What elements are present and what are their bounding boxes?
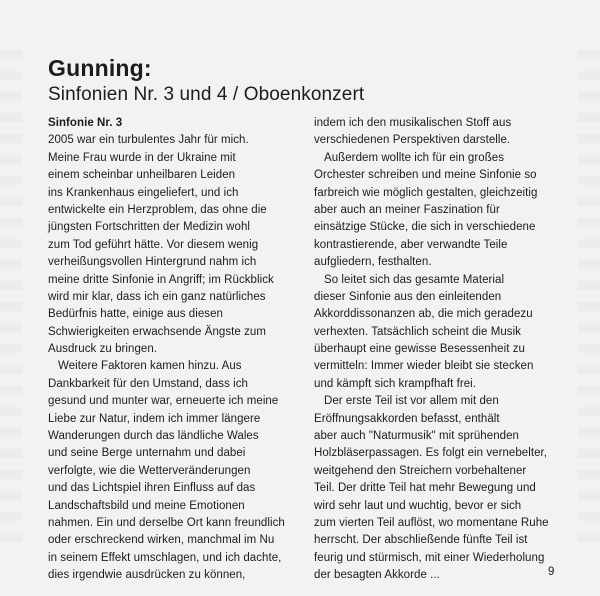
text-line: Dankbarkeit für den Umstand, dass ich xyxy=(48,377,248,390)
page-subtitle: Sinfonien Nr. 3 und 4 / Oboenkonzert xyxy=(48,84,365,105)
text-line: entwickelte ein Herzproblem, das ohne die xyxy=(48,203,267,216)
text-line: oder erschreckend wirken, manchmal im Nu xyxy=(48,534,275,547)
text-line: feurig und stürmisch, mit einer Wiederholung xyxy=(314,551,545,564)
text-line: kontrastierende, aber verwandte Teile xyxy=(314,238,508,251)
bleed-through-text-left xyxy=(0,50,22,550)
text-line: Eröffnungsakkorden befasst, enthält xyxy=(314,412,500,425)
text-line: vermitteln: Immer wieder bleibt sie stecken xyxy=(314,360,534,373)
text-line: Teil. Der dritte Teil hat mehr Bewegung und xyxy=(314,482,536,495)
text-line: indem ich den musikalischen Stoff aus xyxy=(314,117,512,129)
text-line: dieser Sinfonie aus den einleitenden xyxy=(314,290,502,303)
page-title: Gunning: xyxy=(48,55,152,81)
text-line: aufgliedern, festhalten. xyxy=(314,256,432,269)
text-line: und das Lichtspiel ihren Einfluss auf das xyxy=(48,482,256,495)
text-line: Außerdem wollte ich für ein großes xyxy=(324,151,505,164)
text-line: einsätzige Stücke, die sich in verschiedene xyxy=(314,221,536,234)
text-line: Landschaftsbild und meine Emotionen xyxy=(48,499,245,512)
text-line: Liebe zur Natur, indem ich immer längere xyxy=(48,412,261,425)
text-line: aber auch "Naturmusik" mit sprühenden xyxy=(314,430,519,443)
text-line: Ausdruck zu bringen. xyxy=(48,343,158,356)
text-line: weitgehend den Streichern vorbehaltener xyxy=(314,464,527,477)
text-column-right xyxy=(314,115,572,585)
text-line: überhaupt eine gewisse Besessenheit zu xyxy=(314,343,525,356)
text-line: in seinem Effekt umschlagen, und ich dachte, xyxy=(48,551,282,564)
text-line: farbreich wie möglich gestalten, gleichzeitig xyxy=(314,186,538,199)
section-heading: Sinfonie Nr. 3 xyxy=(48,117,123,129)
text-line: Weitere Faktoren kamen hinzu. Aus xyxy=(58,360,242,373)
text-line: herrscht. Der abschließende fünfte Teil ist xyxy=(314,534,528,547)
text-line: Der erste Teil ist vor allem mit den xyxy=(324,395,499,408)
text-line: ins Krankenhaus eingeliefert, und ich xyxy=(48,186,239,199)
text-line: So leitet sich das gesamte Material xyxy=(324,273,505,286)
text-line: wird mir klar, dass ich ein ganz natürliches xyxy=(48,290,266,303)
text-line: und seine Berge unternahm und dabei xyxy=(48,447,246,460)
text-line: zum vierten Teil auflöst, wo momentane Ruhe xyxy=(314,516,549,529)
text-line: meine dritte Sinfonie in Angriff; im Rückblick xyxy=(48,273,274,286)
text-line: aber auch an meiner Faszination für xyxy=(314,203,500,216)
text-line: verfolgte, wie die Wetterveränderungen xyxy=(48,464,251,477)
text-line: verhexten. Tatsächlich scheint die Musik xyxy=(314,325,521,338)
text-line: wird sehr laut und wuchtig, bevor er sich xyxy=(314,499,522,512)
text-line: der besagten Akkorde ... xyxy=(314,569,440,582)
bleed-through-text-right xyxy=(578,50,600,550)
text-line: Akkorddissonanzen ab, die mich geradezu xyxy=(314,308,533,321)
text-line: verheißungsvollen Hintergrund nahm ich xyxy=(48,256,257,269)
text-line: verschiedenen Perspektiven darstelle. xyxy=(314,134,511,147)
text-line: dies irgendwie ausdrücken zu können, xyxy=(48,569,246,582)
text-line: Holzbläserpassagen. Es folgt ein vernebelter, xyxy=(314,447,548,460)
text-line: 2005 war ein turbulentes Jahr für mich. xyxy=(48,134,249,147)
text-line: Schwierigkeiten erwachsende Ängste zum xyxy=(48,325,266,338)
page-number: 9 xyxy=(548,566,555,578)
text-line: Bedürfnis hatte, einige aus diesen xyxy=(48,308,223,321)
text-line: gesund und munter war, erneuerte ich meine xyxy=(48,395,279,408)
text-line: Meine Frau wurde in der Ukraine mit xyxy=(48,151,236,164)
text-line: Wanderungen durch das ländliche Wales xyxy=(48,430,259,443)
heading xyxy=(48,55,568,107)
text-line: nahmen. Ein und derselbe Ort kann freundlich xyxy=(48,516,285,529)
text-line: Orchester schreiben und meine Sinfonie so xyxy=(314,169,537,182)
text-line: und kämpft sich krampfhaft frei. xyxy=(314,377,477,390)
text-line: einem scheinbar unheilbaren Leiden xyxy=(48,169,236,182)
text-line: zum Tod geführt hätte. Vor diesem wenig xyxy=(48,238,259,251)
text-column-left xyxy=(48,115,298,585)
text-line: jüngsten Fortschritten der Medizin wohl xyxy=(48,221,251,234)
